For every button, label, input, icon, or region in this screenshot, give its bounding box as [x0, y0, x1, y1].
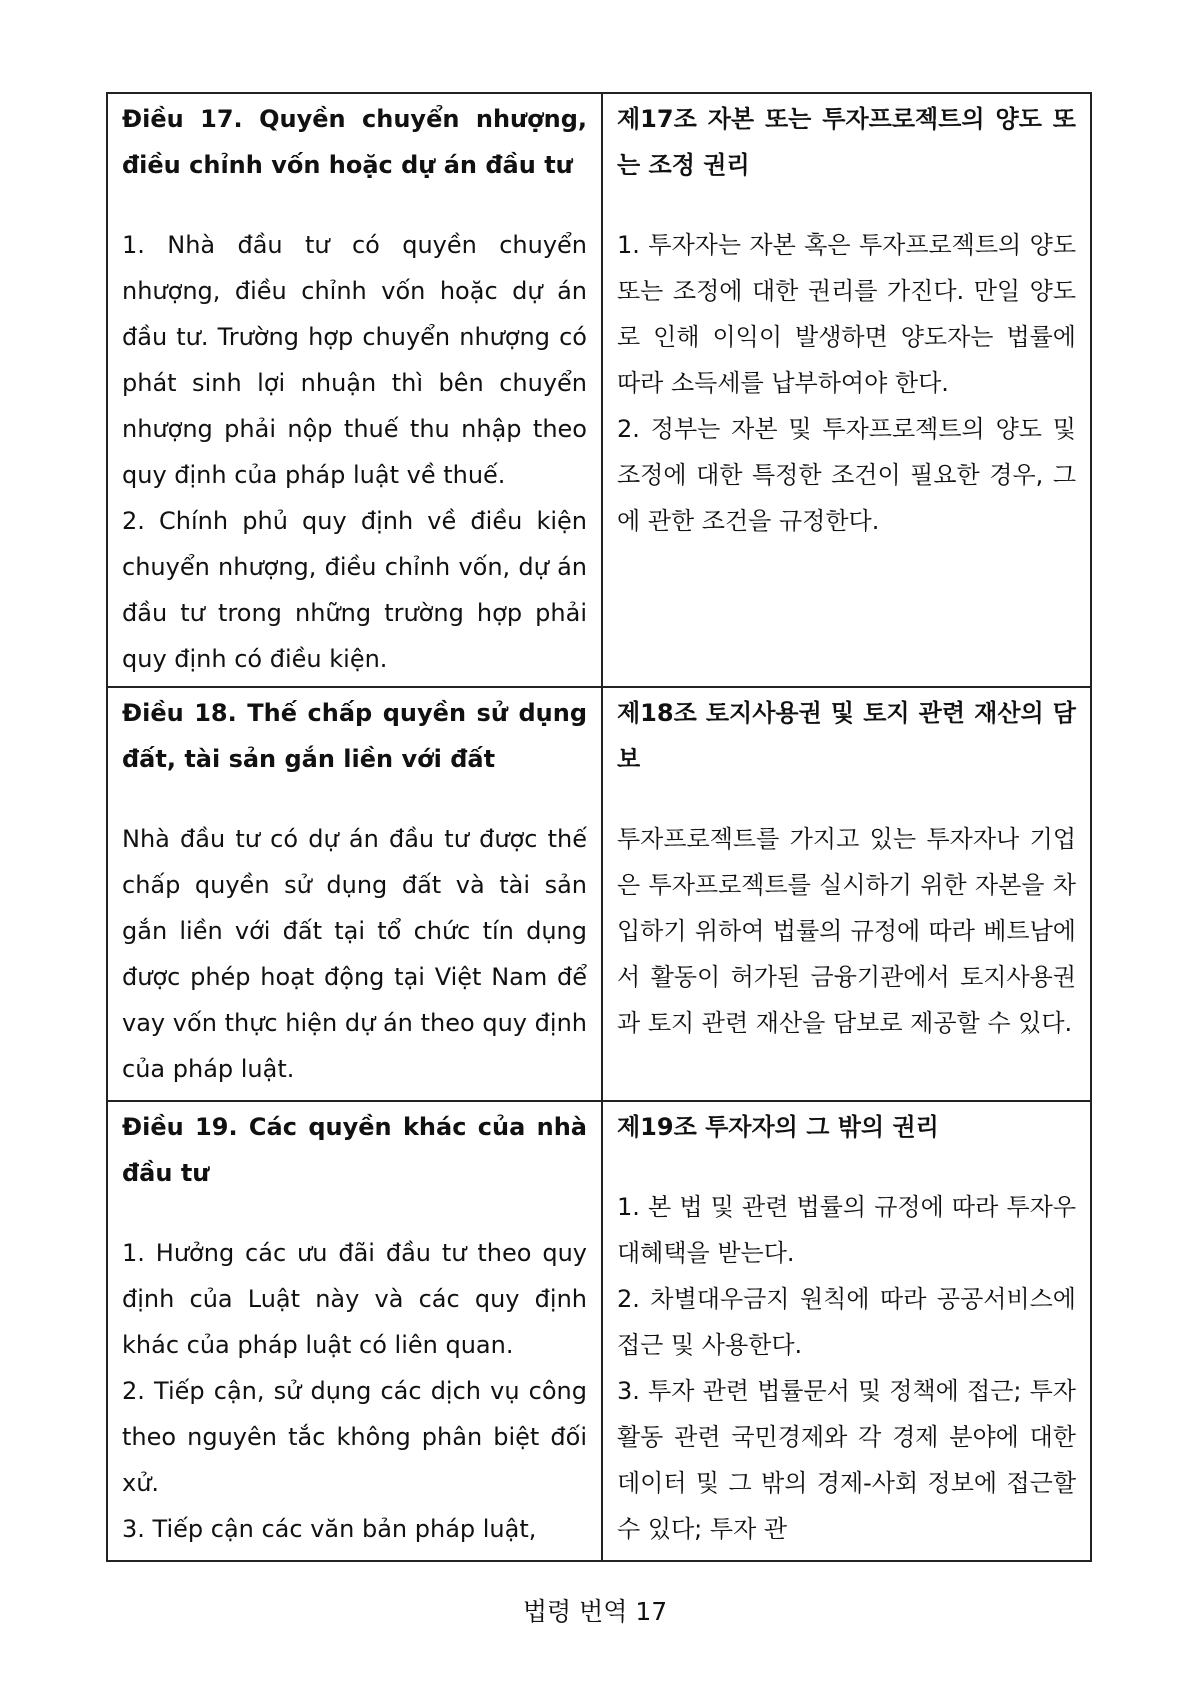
korean-cell: [602, 1101, 1091, 1561]
paragraph-vi: 1. Hưởng các ưu đãi đầu tư theo quy định của Luật này và các quy định khác của pháp luật có liên quan.: [122, 1239, 587, 1359]
paragraph-ko: 투자프로젝트를 가지고 있는 투자자나 기업은 투자프로젝트를 실시하기 위한 자본을 차입하기 위하여 법률의 규정에 따라 베트남에서 활동이 허가된 금융기관에서 토지사용권과 토지 관련 재산을 담보로 제공할 수 있다.: [617, 825, 1076, 1037]
page-footer: 법령 번역 17: [522, 1597, 668, 1626]
paragraph-ko: 1. 투자자는 자본 혹은 투자프로젝트의 양도 또는 조정에 대한 권리를 가진다. 만일 양도로 인해 이익이 발생하면 양도자는 법률에 따라 소득세를 납부하여야 한다.: [617, 231, 1076, 397]
paragraph-vi: 3. Tiếp cận các văn bản pháp luật,: [122, 1515, 537, 1543]
paragraph-ko: 2. 차별대우금지 원칙에 따라 공공서비스에 접근 및 사용한다.: [617, 1285, 1076, 1359]
article-title-vi: Điều 17. Quyền chuyển nhượng, điều chỉnh vốn hoặc dự án đầu tư: [122, 105, 587, 179]
article-title-ko: 제18조 토지사용권 및 토지 관련 재산의 담보: [617, 699, 1076, 773]
korean-cell: [602, 93, 1091, 687]
article-title-ko: 제17조 자본 또는 투자프로젝트의 양도 또는 조정 권리: [617, 105, 1076, 179]
table-row: [107, 687, 1091, 1101]
vietnamese-cell: [107, 687, 602, 1101]
paragraph-vi: Nhà đầu tư có dự án đầu tư được thế chấp quyền sử dụng đất và tài sản gắn liền với đất tại tổ chức tín dụng được phép hoạt động tại Việt Nam để vay vốn thực hiện dự án theo quy định của pháp luật.: [122, 825, 587, 1083]
table-row: [107, 1101, 1091, 1561]
paragraph-vi: 1. Nhà đầu tư có quyền chuyển nhượng, điều chỉnh vốn hoặc dự án đầu tư. Trường hợp chuyển nhượng có phát sinh lợi nhuận thì bên chuyển nhượng phải nộp thuế thu nhập theo quy định của pháp luật về thuế.: [122, 231, 587, 489]
paragraph-ko: 2. 정부는 자본 및 투자프로젝트의 양도 및 조정에 대한 특정한 조건이 필요한 경우, 그에 관한 조건을 규정한다.: [617, 415, 1076, 535]
paragraph-ko: 3. 투자 관련 법률문서 및 정책에 접근; 투자활동 관련 국민경제와 각 경제 분야에 대한 데이터 및 그 밖의 경제-사회 정보에 접근할 수 있다; 투자 관: [617, 1377, 1076, 1543]
vietnamese-cell: [107, 1101, 602, 1561]
paragraph-vi: 2. Tiếp cận, sử dụng các dịch vụ công theo nguyên tắc không phân biệt đối xử.: [122, 1377, 587, 1497]
article-title-vi: Điều 18. Thế chấp quyền sử dụng đất, tài sản gắn liền với đất: [122, 699, 587, 773]
paragraph-ko: 1. 본 법 및 관련 법률의 규정에 따라 투자우대혜택을 받는다.: [617, 1193, 1076, 1267]
vietnamese-cell: [107, 93, 602, 687]
paragraph-vi: 2. Chính phủ quy định về điều kiện chuyển nhượng, điều chỉnh vốn, dự án đầu tư trong những trường hợp phải quy định có điều kiện.: [122, 507, 587, 673]
korean-cell: [602, 687, 1091, 1101]
bilingual-law-table: [106, 92, 1092, 1562]
article-title-ko: 제19조 투자자의 그 밖의 권리: [617, 1113, 939, 1141]
article-title-vi: Điều 19. Các quyền khác của nhà đầu tư: [122, 1113, 587, 1187]
table-row: [107, 93, 1091, 687]
